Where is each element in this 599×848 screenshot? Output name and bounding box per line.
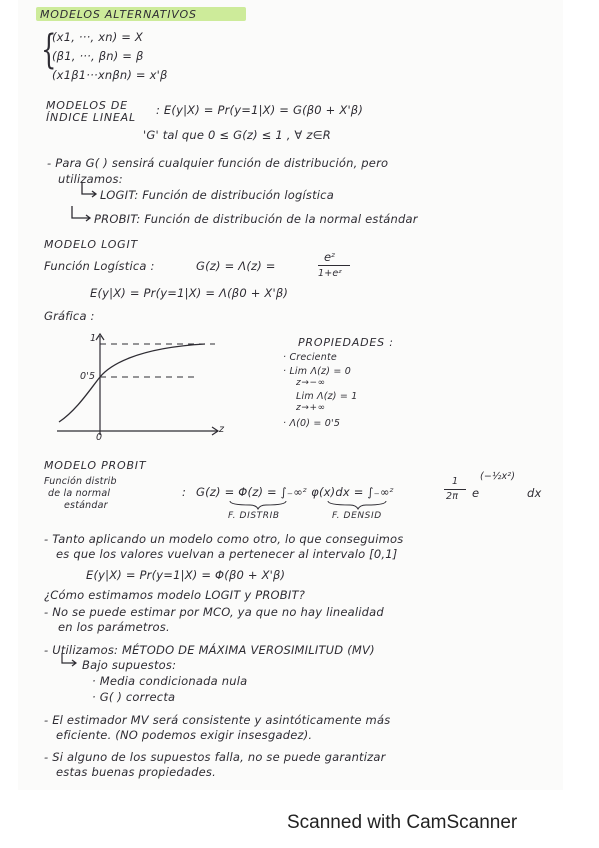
probit-dx: dx — [527, 486, 542, 500]
arrow-bajo-icon — [60, 653, 82, 671]
propiedad-value-at-zero: · Λ(0) = 0'5 — [283, 418, 341, 429]
propiedad-creciente: · Creciente — [283, 352, 337, 363]
indice-lineal-condition: 'G' tal que 0 ≤ G(z) ≤ 1 , ∀ z∈R — [143, 128, 331, 142]
arrow-probit-icon — [70, 206, 94, 226]
probit-frac-line — [444, 489, 466, 490]
camscanner-watermark: Scanned with CamScanner — [287, 812, 518, 833]
system-line-1: (x1, ···, xn) = X — [52, 30, 144, 44]
supuesto-2: · G( ) correcta — [92, 690, 176, 704]
system-brace: { — [41, 27, 57, 73]
estimador-line-1: - El estimador MV será consistente y asintóticamente más — [44, 713, 391, 727]
probit-label-3: estándar — [64, 500, 108, 511]
probit-colon: : — [182, 485, 187, 499]
logistic-denominator: 1+eᶻ — [318, 268, 343, 279]
graph-logistic-curve — [59, 344, 205, 422]
para-g-line-1: - Para G( ) sensirá cualquier función de distribución, pero — [47, 156, 389, 170]
mco-line-1: - No se puede estimar por MCO, ya que no hay linealidad — [44, 605, 384, 619]
tanto-line-2: es que los valores vuelvan a pertenecer al intervalo [0,1] — [56, 547, 398, 561]
probit-frac-den: 2π — [446, 491, 459, 502]
indice-lineal-formula: : E(y|X) = Pr(y=1|X) = G(β0 + X'β) — [156, 103, 364, 117]
graph-y-tick-1: 1 — [90, 333, 97, 344]
mco-line-2: en los parámetros. — [58, 620, 170, 634]
probit-formula: G(z) = Φ(z) = ∫₋∞ᶻ φ(x)dx = ∫₋∞ᶻ — [196, 485, 395, 499]
probit-label-1: Función distrib — [44, 476, 117, 487]
probit-heading: MODELO PROBIT — [44, 459, 147, 472]
f-distrib-label: F. DISTRIB — [228, 511, 280, 521]
logistic-function-label: Función Logística : — [44, 259, 155, 273]
probit-definition: PROBIT: Función de distribución de la normal estándar — [94, 212, 418, 226]
f-densid-label: F. DENSID — [332, 511, 382, 521]
logistic-function: G(z) = Λ(z) = — [196, 259, 276, 273]
probit-label-2: de la normal — [48, 488, 111, 499]
fraction-line — [318, 265, 350, 266]
probit-underbraces — [228, 499, 388, 511]
logistic-numerator: eᶻ — [324, 250, 336, 264]
propiedades-heading: PROPIEDADES : — [298, 336, 394, 349]
probit-expectation: E(y|X) = Pr(y=1|X) = Φ(β0 + X'β) — [86, 568, 286, 582]
probit-exp-sup: (−½x²) — [480, 471, 516, 482]
supuesto-1: · Media condicionada nula — [92, 674, 248, 688]
system-line-2: (β1, ···, βn) = β — [52, 49, 144, 63]
si-line-2: estas buenas propiedades. — [56, 765, 216, 779]
logit-expectation: E(y|X) = Pr(y=1|X) = Λ(β0 + X'β) — [90, 286, 289, 300]
propiedad-limit-minus: · Lim Λ(z) = 0 — [283, 366, 351, 377]
bajo-supuestos: Bajo supuestos: — [82, 658, 177, 672]
logit-definition: LOGIT: Función de distribución logística — [100, 188, 334, 202]
tanto-line-1: - Tanto aplicando un modelo como otro, lo que conseguimos — [44, 532, 404, 546]
logistic-curve-graph — [55, 330, 230, 440]
estimation-question: ¿Cómo estimamos modelo LOGIT y PROBIT? — [44, 588, 306, 602]
estimador-line-2: eficiente. (NO podemos exigir insesgadez). — [56, 728, 313, 742]
graph-y-tick-half: 0'5 — [80, 371, 96, 382]
probit-exp-base: e — [472, 486, 480, 500]
propiedad-limit-minus-sub: z→−∞ — [296, 378, 326, 388]
indice-lineal-label-1: MODELOS DE — [46, 99, 128, 112]
probit-frac-num: 1 — [452, 476, 459, 487]
system-line-3: (x1β1···xnβn) = x'β — [52, 68, 168, 82]
mv-method: - Utilizamos: MÉTODO DE MÁXIMA VEROSIMILITUD (MV) — [44, 643, 375, 657]
page-title: MODELOS ALTERNATIVOS — [40, 8, 197, 21]
graph-x-tick-0: 0 — [96, 432, 103, 443]
arrow-logit-icon — [80, 182, 100, 202]
grafica-label: Gráfica : — [44, 309, 95, 323]
propiedad-limit-plus-sub: z→+∞ — [296, 403, 326, 413]
para-g-line-2: utilizamos: — [58, 172, 123, 186]
logit-heading: MODELO LOGIT — [44, 238, 139, 251]
propiedad-limit-plus: Lim Λ(z) = 1 — [296, 391, 358, 402]
si-line-1: - Si alguno de los supuestos falla, no se puede garantizar — [44, 750, 386, 764]
indice-lineal-label-2: ÍNDICE LINEAL — [46, 111, 136, 124]
graph-x-axis-label: z — [219, 424, 225, 435]
